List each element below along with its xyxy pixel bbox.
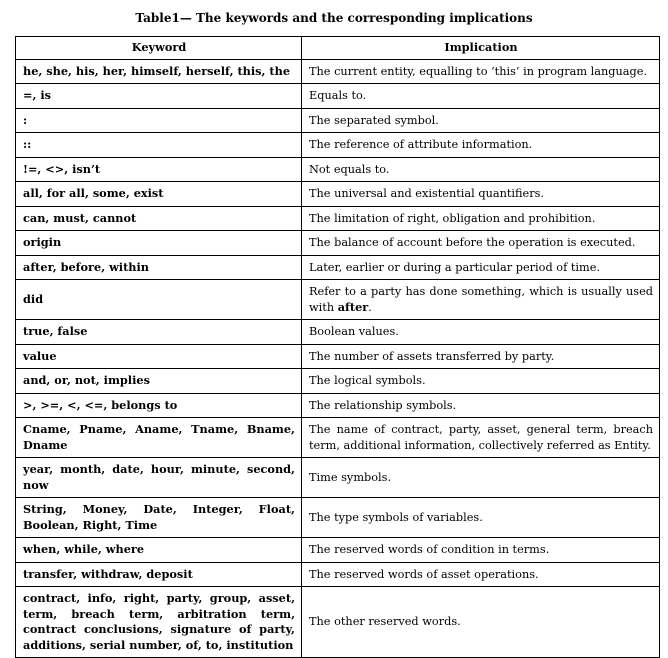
keywords-table [15,36,660,658]
implication-cell: Later, earlier or during a particular period of time. [302,255,660,280]
table-row [16,458,660,498]
implication-text-end: . [368,300,372,314]
table-row [16,344,660,369]
table-row [16,84,660,109]
column-header-implication: Implication [302,37,660,60]
table-header-row [16,37,660,60]
table-row [16,587,660,658]
keyword-cell: value [16,344,302,369]
keyword-cell: transfer, withdraw, deposit [16,562,302,587]
table-caption: Table1— The keywords and the corresponding implications [135,11,533,25]
implication-cell: The other reserved words. [302,587,660,658]
keyword-cell: Cname, Pname, Aname, Tname, Bname, Dname [16,418,302,458]
keyword-cell: >, >=, <, <=, belongs to [16,393,302,418]
table-row [16,393,660,418]
implication-cell: The reserved words of condition in terms. [302,538,660,563]
keyword-cell: did [16,280,302,320]
keyword-cell: contract, info, right, party, group, asset, term, breach term, arbitration term, contract conclusions, signature of party, additions, serial number, of, to, institution [16,587,302,658]
keyword-cell: he, she, his, her, himself, herself, this, the [16,59,302,84]
keyword-cell: :: [16,133,302,158]
table-row [16,538,660,563]
table-row [16,418,660,458]
table-row [16,133,660,158]
implication-cell: The separated symbol. [302,108,660,133]
keyword-cell: when, while, where [16,538,302,563]
implication-cell: Boolean values. [302,320,660,345]
table-row [16,108,660,133]
column-header-keyword: Keyword [16,37,302,60]
implication-cell: The limitation of right, obligation and prohibition. [302,206,660,231]
table-row [16,182,660,207]
implication-cell: The current entity, equalling to ‘this’ in program language. [302,59,660,84]
implication-cell: The name of contract, party, asset, general term, breach term, additional information, collectively referred as Entity. [302,418,660,458]
keyword-cell: =, is [16,84,302,109]
table-row [16,562,660,587]
keyword-cell: after, before, within [16,255,302,280]
table-row [16,255,660,280]
implication-cell: The number of assets transferred by party. [302,344,660,369]
implication-cell [302,280,660,320]
implication-cell: Time symbols. [302,458,660,498]
implication-cell: The reference of attribute information. [302,133,660,158]
table-row [16,369,660,394]
table-row [16,157,660,182]
implication-cell: The balance of account before the operation is executed. [302,231,660,256]
table-row [16,498,660,538]
keyword-cell: : [16,108,302,133]
table-row [16,206,660,231]
implication-cell: The universal and existential quantifiers. [302,182,660,207]
implication-text: Refer to a party has done something, which is usually used with [309,285,653,314]
table-row [16,231,660,256]
keyword-cell: !=, <>, isn’t [16,157,302,182]
implication-cell: The relationship symbols. [302,393,660,418]
keyword-cell: year, month, date, hour, minute, second, now [16,458,302,498]
keyword-cell: String, Money, Date, Integer, Float, Boolean, Right, Time [16,498,302,538]
table-row [16,320,660,345]
table-row [16,59,660,84]
implication-cell: Not equals to. [302,157,660,182]
keyword-cell: all, for all, some, exist [16,182,302,207]
implication-cell: Equals to. [302,84,660,109]
keyword-cell: origin [16,231,302,256]
table-row [16,280,660,320]
implication-bold-keyword: after [337,299,369,314]
implication-cell: The reserved words of asset operations. [302,562,660,587]
implication-cell: The type symbols of variables. [302,498,660,538]
keyword-cell: and, or, not, implies [16,369,302,394]
keyword-cell: true, false [16,320,302,345]
keyword-cell: can, must, cannot [16,206,302,231]
implication-cell: The logical symbols. [302,369,660,394]
